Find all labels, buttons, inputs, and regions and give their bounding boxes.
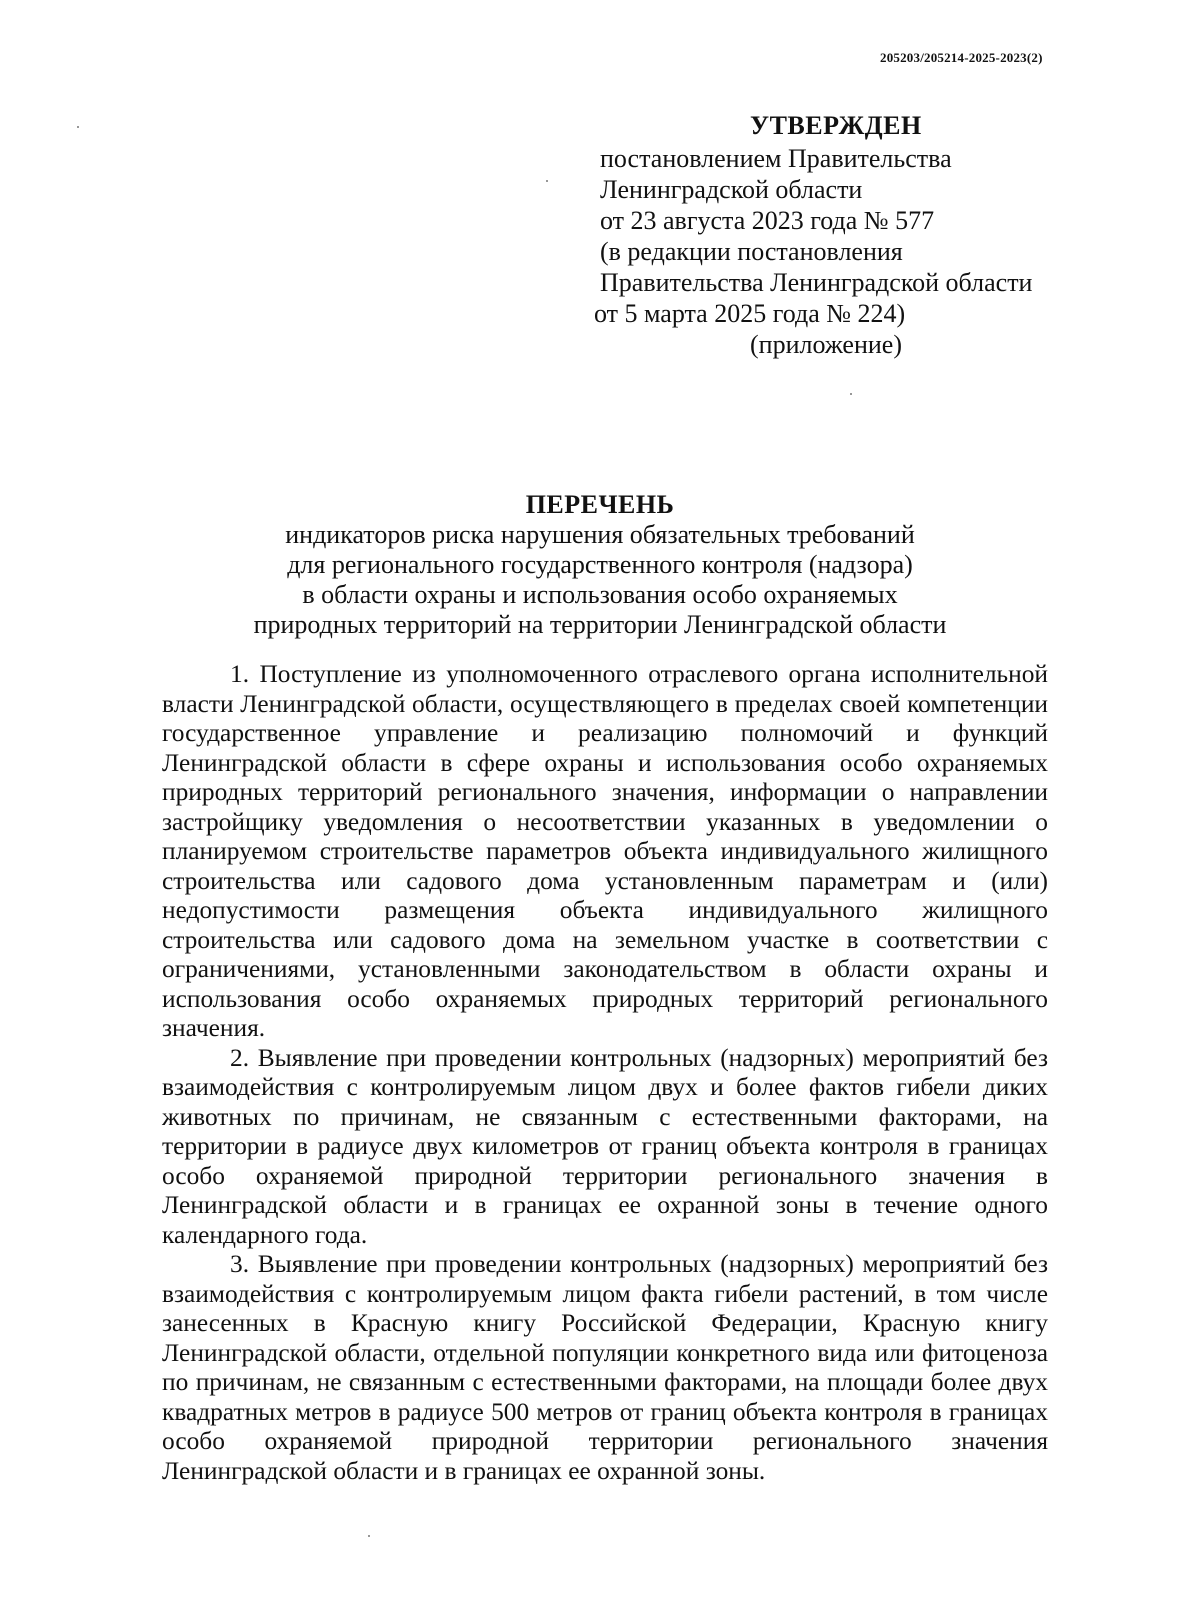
approval-appendix: (приложение) — [750, 330, 903, 359]
list-item-3: 3. Выявление при проведении контрольных (надзорных) мероприятий без взаимодействия с контролируемым лицом факта гибели растений, в том числе занесенных в Красную книгу Российской Федерации, Красную книгу Ленинградской области, отдельной популяции конкретного вида или фитоценоза по причинам, не связанным с естественными факторами, на площади более двух квадратных метров в радиусе 500 метров от границ объекта контроля в границах особо охраняемой природной территории регионального значения Ленинградской области и в границах ее охранной зоны. — [162, 1250, 1048, 1485]
scan-speck — [850, 393, 852, 395]
heading-line: для регионального государственного контроля (надзора) — [287, 550, 913, 579]
heading-line: в области охраны и использования особо охраняемых — [302, 580, 898, 609]
heading-line: индикаторов риска нарушения обязательных требований — [285, 520, 915, 549]
heading-line: природных территорий на территории Ленинградской области — [253, 610, 947, 639]
list-item-2: 2. Выявление при проведении контрольных (надзорных) мероприятий без взаимодействия с контролируемым лицом двух и более фактов гибели диких животных по причинам, не связанным с естественными факторами, на территории в радиусе двух километров от границ объекта контроля в границах особо охраняемой природной территории регионального значения в Ленинградской области и в границах ее охранной зоны в течение одного календарного года. — [162, 1043, 1048, 1249]
scan-speck — [546, 180, 548, 182]
approval-block — [594, 110, 1120, 360]
document-body — [162, 660, 1048, 1486]
approval-title: УТВЕРЖДЕН — [750, 111, 922, 140]
list-item-1: 1. Поступление из уполномоченного отраслевого органа исполнительной власти Ленинградской области, осуществляющего в пределах своей компетенции государственное управление и реализацию полномочий и функций Ленинградской области в сфере охраны и использования особо охраняемых природных территорий регионального значения, информации о направлении застройщику уведомления о несоответствии указанных в уведомлении о планируемом строительстве параметров объекта индивидуального жилищного строительства или садового дома установленным параметрам и (или) недопустимости размещения объекта индивидуального жилищного строительства или садового дома на земельном участке в соответствии с ограничениями, установленными законодательством в области охраны и использования особо охраняемых природных территорий регионального значения. — [162, 660, 1048, 1042]
approval-line: Ленинградской области — [600, 175, 863, 204]
approval-line: постановлением Правительства — [600, 144, 952, 173]
heading-title: ПЕРЕЧЕНЬ — [525, 490, 675, 519]
approval-line: от 5 марта 2025 года № 224) — [594, 299, 906, 328]
document-id: 205203/205214-2025-2023(2) — [880, 50, 1043, 65]
approval-line: от 23 августа 2023 года № 577 — [600, 206, 935, 235]
approval-line: Правительства Ленинградской области — [600, 268, 1033, 297]
scan-speck — [368, 1535, 370, 1537]
approval-line: (в редакции постановления — [600, 237, 903, 266]
scan-speck — [77, 126, 79, 128]
list-heading — [160, 490, 1040, 640]
